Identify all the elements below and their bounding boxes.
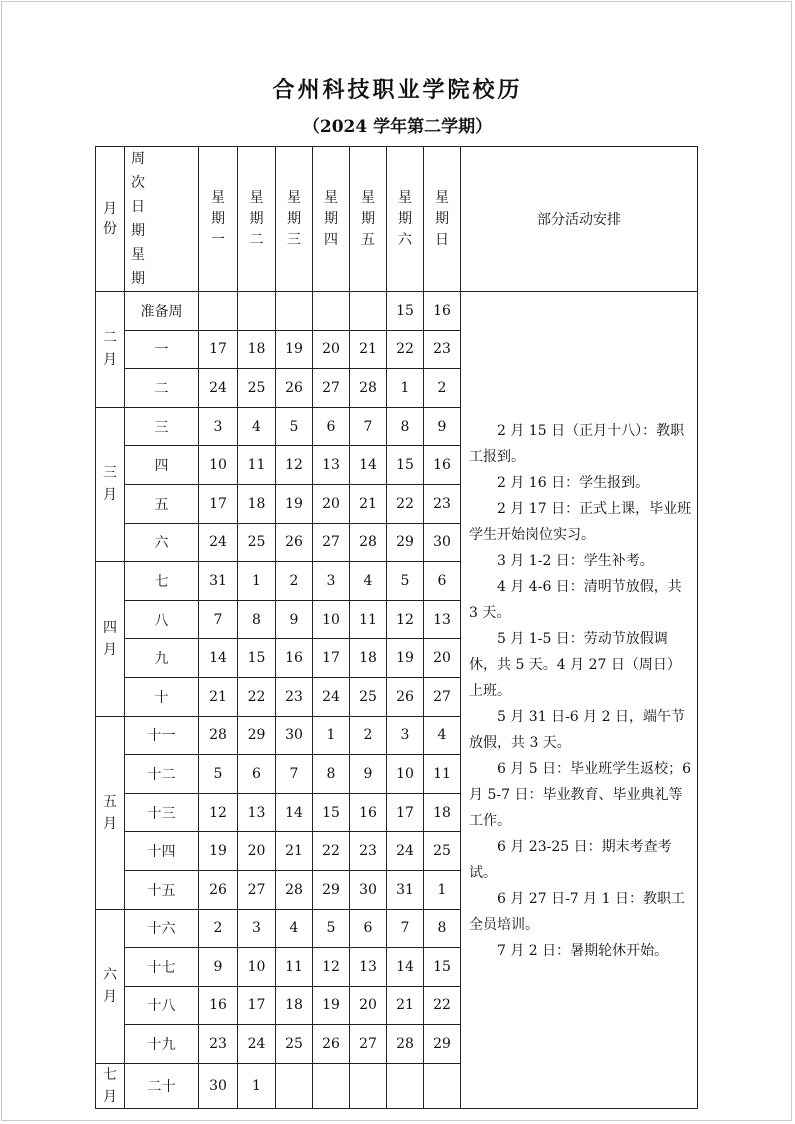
day-cell: 15: [387, 446, 424, 485]
day-cell: 2: [424, 369, 461, 408]
week-row: [96, 292, 698, 331]
day-cell: 5: [313, 909, 350, 948]
week-number: 十五: [125, 870, 199, 909]
week-number: 十三: [125, 793, 199, 832]
day-cell: 24: [387, 832, 424, 871]
day-cell: 16: [199, 986, 238, 1025]
month-label-char: 月: [103, 641, 117, 658]
week-number: 九: [125, 639, 199, 678]
month-label-char: 五: [103, 793, 117, 810]
day-cell: 10: [387, 755, 424, 794]
week-number: 二十: [125, 1063, 199, 1108]
week-number: 十四: [125, 832, 199, 871]
day-cell: 20: [350, 986, 387, 1025]
day-cell: 28: [199, 716, 238, 755]
page-subtitle: （2024 学年第二学期）: [302, 117, 493, 137]
day-cell: 14: [199, 639, 238, 678]
note-item: 3 月 1-2 日：学生补考。: [497, 553, 654, 569]
day-cell: 10: [238, 948, 276, 987]
day-cell: 17: [199, 330, 238, 369]
day-cell: [313, 1063, 350, 1108]
weekday-header-char: 六: [398, 231, 412, 248]
day-cell: 12: [313, 948, 350, 987]
day-cell: 21: [387, 986, 424, 1025]
day-cell: 16: [424, 292, 461, 331]
week-number: 十八: [125, 986, 199, 1025]
day-cell: 28: [276, 870, 313, 909]
weekday-header-char: 五: [361, 231, 375, 248]
week-number: 十六: [125, 909, 199, 948]
day-cell: 17: [199, 484, 238, 523]
day-cell: 22: [313, 832, 350, 871]
day-cell: 21: [276, 832, 313, 871]
day-cell: 9: [276, 600, 313, 639]
day-cell: 6: [350, 909, 387, 948]
calendar-table: [95, 146, 698, 1109]
weekday-header-char: 星: [249, 189, 264, 206]
note-item: 4 月 4-6 日：清明节放假，共 3 天。: [469, 579, 682, 621]
day-cell: 14: [276, 793, 313, 832]
day-cell: [350, 1063, 387, 1108]
weekday-header-char: 二: [249, 231, 264, 248]
week-number: 十九: [125, 1025, 199, 1064]
week-number: 五: [125, 484, 199, 523]
day-cell: 8: [424, 909, 461, 948]
weekday-header: [313, 147, 350, 292]
day-cell: 29: [424, 1025, 461, 1064]
day-cell: 30: [199, 1063, 238, 1108]
activities-header: 部分活动安排: [461, 147, 698, 292]
day-cell: 3: [199, 407, 238, 446]
day-cell: 23: [199, 1025, 238, 1064]
weekday-header: [199, 147, 238, 292]
day-cell: 19: [276, 330, 313, 369]
month-label-char: 月: [103, 989, 117, 1006]
week-number: 十二: [125, 755, 199, 794]
activities-notes: [461, 292, 698, 1109]
day-cell: 24: [199, 369, 238, 408]
week-number: 七: [125, 562, 199, 601]
weekday-header-char: 星: [398, 189, 412, 206]
week-header-line: 星 期: [131, 247, 177, 287]
weekday-header: [424, 147, 461, 292]
day-cell: 11: [276, 948, 313, 987]
day-cell: 22: [387, 330, 424, 369]
week-number: 十七: [125, 948, 199, 987]
weekday-header-char: 期: [324, 210, 338, 227]
day-cell: 6: [238, 755, 276, 794]
weekday-header-char: 期: [435, 210, 449, 227]
day-cell: 18: [238, 330, 276, 369]
day-cell: 20: [313, 484, 350, 523]
day-cell: 8: [387, 407, 424, 446]
day-cell: [276, 1063, 313, 1108]
day-cell: 11: [350, 600, 387, 639]
day-cell: 19: [313, 986, 350, 1025]
day-cell: 10: [313, 600, 350, 639]
day-cell: 1: [424, 870, 461, 909]
note-item: 2 月 15 日（正月十八）：教职工报到。: [469, 423, 685, 465]
week-number: 三: [125, 407, 199, 446]
day-cell: 7: [276, 755, 313, 794]
day-cell: 7: [199, 600, 238, 639]
weekday-header-char: 期: [249, 210, 264, 227]
day-cell: 23: [276, 677, 313, 716]
day-cell: 22: [387, 484, 424, 523]
note-item: 7 月 2 日：暑期轮休开始。: [497, 943, 669, 959]
day-cell: 9: [424, 407, 461, 446]
day-cell: 15: [238, 639, 276, 678]
day-cell: 12: [387, 600, 424, 639]
day-cell: 24: [313, 677, 350, 716]
day-cell: 21: [350, 330, 387, 369]
month-label-char: 三: [103, 465, 117, 482]
day-cell: [276, 292, 313, 331]
day-cell: 27: [313, 523, 350, 562]
month-label: [96, 909, 125, 1063]
day-cell: 23: [350, 832, 387, 871]
week-number: 十: [125, 677, 199, 716]
day-cell: 17: [313, 639, 350, 678]
day-cell: 16: [350, 793, 387, 832]
note-item: 6 月 27 日-7 月 1 日：教职工全员培训。: [469, 891, 685, 933]
month-label: [96, 562, 125, 716]
day-cell: 20: [424, 639, 461, 678]
weekday-header-char: 三: [287, 231, 301, 248]
day-cell: 1: [238, 1063, 276, 1108]
day-cell: 10: [199, 446, 238, 485]
day-cell: 1: [238, 562, 276, 601]
month-label-char: 月: [103, 352, 117, 369]
day-cell: 13: [238, 793, 276, 832]
day-cell: 27: [424, 677, 461, 716]
day-cell: 9: [350, 755, 387, 794]
day-cell: 28: [350, 369, 387, 408]
day-cell: 3: [313, 562, 350, 601]
week-header: [125, 147, 199, 292]
day-cell: 18: [424, 793, 461, 832]
day-cell: 18: [238, 484, 276, 523]
day-cell: 8: [238, 600, 276, 639]
day-cell: 18: [350, 639, 387, 678]
day-cell: 25: [276, 1025, 313, 1064]
day-cell: [387, 1063, 424, 1108]
day-cell: 28: [387, 1025, 424, 1064]
day-cell: 31: [387, 870, 424, 909]
day-cell: 16: [276, 639, 313, 678]
day-cell: 22: [424, 986, 461, 1025]
weekday-header-char: 星: [361, 189, 375, 206]
month-label: [96, 716, 125, 909]
day-cell: 6: [313, 407, 350, 446]
note-item: 2 月 17 日：正式上课，毕业班学生开始岗位实习。: [469, 501, 692, 543]
month-header: [96, 147, 125, 292]
weekday-header-char: 期: [211, 210, 225, 227]
weekday-header: [238, 147, 276, 292]
day-cell: 5: [387, 562, 424, 601]
day-cell: 22: [238, 677, 276, 716]
day-cell: 4: [276, 909, 313, 948]
month-header-line: 月: [103, 201, 117, 217]
day-cell: 11: [238, 446, 276, 485]
day-cell: 6: [424, 562, 461, 601]
month-label: [96, 407, 125, 561]
day-cell: 7: [387, 909, 424, 948]
day-cell: 20: [313, 330, 350, 369]
month-label-char: 月: [103, 487, 117, 504]
day-cell: 24: [238, 1025, 276, 1064]
day-cell: 26: [199, 870, 238, 909]
weekday-header-char: 星: [435, 189, 449, 206]
day-cell: 2: [199, 909, 238, 948]
weekday-header-char: 星: [211, 189, 225, 206]
day-cell: 25: [238, 369, 276, 408]
month-label-char: 二: [103, 330, 117, 347]
day-cell: 27: [313, 369, 350, 408]
weekday-header: [350, 147, 387, 292]
day-cell: 25: [238, 523, 276, 562]
day-cell: 13: [313, 446, 350, 485]
weekday-header-char: 星: [324, 189, 338, 206]
month-label-char: 月: [103, 1088, 117, 1105]
day-cell: 4: [424, 716, 461, 755]
day-cell: 30: [350, 870, 387, 909]
weekday-header-char: 一: [211, 231, 225, 248]
day-cell: [199, 292, 238, 331]
note-item: 5 月 31 日-6 月 2 日，端午节放假，共 3 天。: [469, 709, 685, 751]
day-cell: 26: [313, 1025, 350, 1064]
day-cell: 15: [424, 948, 461, 987]
week-number: 八: [125, 600, 199, 639]
day-cell: 13: [350, 948, 387, 987]
month-label-char: 七: [103, 1066, 117, 1083]
day-cell: 21: [350, 484, 387, 523]
day-cell: 25: [350, 677, 387, 716]
note-item: 6 月 5 日：毕业班学生返校；6 月 5-7 日：毕业教育、毕业典礼等工作。: [469, 761, 692, 829]
day-cell: 13: [424, 600, 461, 639]
day-cell: 19: [387, 639, 424, 678]
day-cell: 7: [350, 407, 387, 446]
day-cell: 28: [350, 523, 387, 562]
week-header-line: 周 次: [131, 151, 177, 191]
week-number: 二: [125, 369, 199, 408]
day-cell: 16: [424, 446, 461, 485]
month-label-char: 四: [103, 619, 117, 636]
day-cell: 3: [238, 909, 276, 948]
month-label-char: 月: [103, 815, 117, 832]
day-cell: 9: [199, 948, 238, 987]
day-cell: 1: [387, 369, 424, 408]
day-cell: 30: [424, 523, 461, 562]
day-cell: 30: [276, 716, 313, 755]
day-cell: 23: [424, 484, 461, 523]
month-label: [96, 292, 125, 408]
weekday-header-char: 期: [287, 210, 301, 227]
day-cell: 5: [276, 407, 313, 446]
day-cell: 23: [424, 330, 461, 369]
day-cell: 17: [238, 986, 276, 1025]
day-cell: 26: [276, 369, 313, 408]
week-number: 准备周: [125, 292, 199, 331]
day-cell: 11: [424, 755, 461, 794]
day-cell: 15: [387, 292, 424, 331]
week-number: 十一: [125, 716, 199, 755]
day-cell: 4: [350, 562, 387, 601]
month-label-char: 六: [103, 967, 117, 984]
day-cell: 29: [313, 870, 350, 909]
weekday-header: [276, 147, 313, 292]
day-cell: 19: [199, 832, 238, 871]
day-cell: 17: [387, 793, 424, 832]
day-cell: 15: [313, 793, 350, 832]
day-cell: 2: [350, 716, 387, 755]
weekday-header: [387, 147, 424, 292]
day-cell: 31: [199, 562, 238, 601]
day-cell: 12: [199, 793, 238, 832]
day-cell: 1: [313, 716, 350, 755]
header-row: [96, 147, 698, 292]
week-number: 四: [125, 446, 199, 485]
week-header-line: 日 期: [131, 199, 177, 239]
weekday-header-char: 星: [287, 189, 301, 206]
day-cell: 8: [313, 755, 350, 794]
day-cell: 18: [276, 986, 313, 1025]
weekday-header-char: 期: [361, 210, 375, 227]
day-cell: 12: [276, 446, 313, 485]
day-cell: 27: [350, 1025, 387, 1064]
day-cell: 20: [238, 832, 276, 871]
day-cell: 4: [238, 407, 276, 446]
day-cell: 5: [199, 755, 238, 794]
day-cell: 27: [238, 870, 276, 909]
day-cell: 25: [424, 832, 461, 871]
weekday-header-char: 日: [435, 231, 449, 248]
day-cell: [313, 292, 350, 331]
day-cell: 21: [199, 677, 238, 716]
day-cell: 29: [387, 523, 424, 562]
day-cell: [238, 292, 276, 331]
day-cell: 26: [387, 677, 424, 716]
page-title: 合州科技职业学院校历: [272, 78, 523, 103]
note-item: 6 月 23-25 日：期末考查考试。: [469, 839, 672, 881]
note-item: 2 月 16 日：学生报到。: [497, 475, 650, 491]
month-header-line: 份: [103, 221, 117, 237]
day-cell: [424, 1063, 461, 1108]
day-cell: 24: [199, 523, 238, 562]
note-item: 5 月 1-5 日：劳动节放假调休，共 5 天。4 月 27 日（周日）上班。: [469, 631, 681, 699]
day-cell: 19: [276, 484, 313, 523]
day-cell: 3: [387, 716, 424, 755]
week-number: 六: [125, 523, 199, 562]
day-cell: 26: [276, 523, 313, 562]
day-cell: 29: [238, 716, 276, 755]
day-cell: 2: [276, 562, 313, 601]
weekday-header-char: 期: [398, 210, 412, 227]
day-cell: 14: [387, 948, 424, 987]
month-label: [96, 1063, 125, 1108]
weekday-header-char: 四: [324, 231, 338, 248]
notes-list: [469, 291, 692, 964]
day-cell: [350, 292, 387, 331]
day-cell: 14: [350, 446, 387, 485]
week-number: 一: [125, 330, 199, 369]
